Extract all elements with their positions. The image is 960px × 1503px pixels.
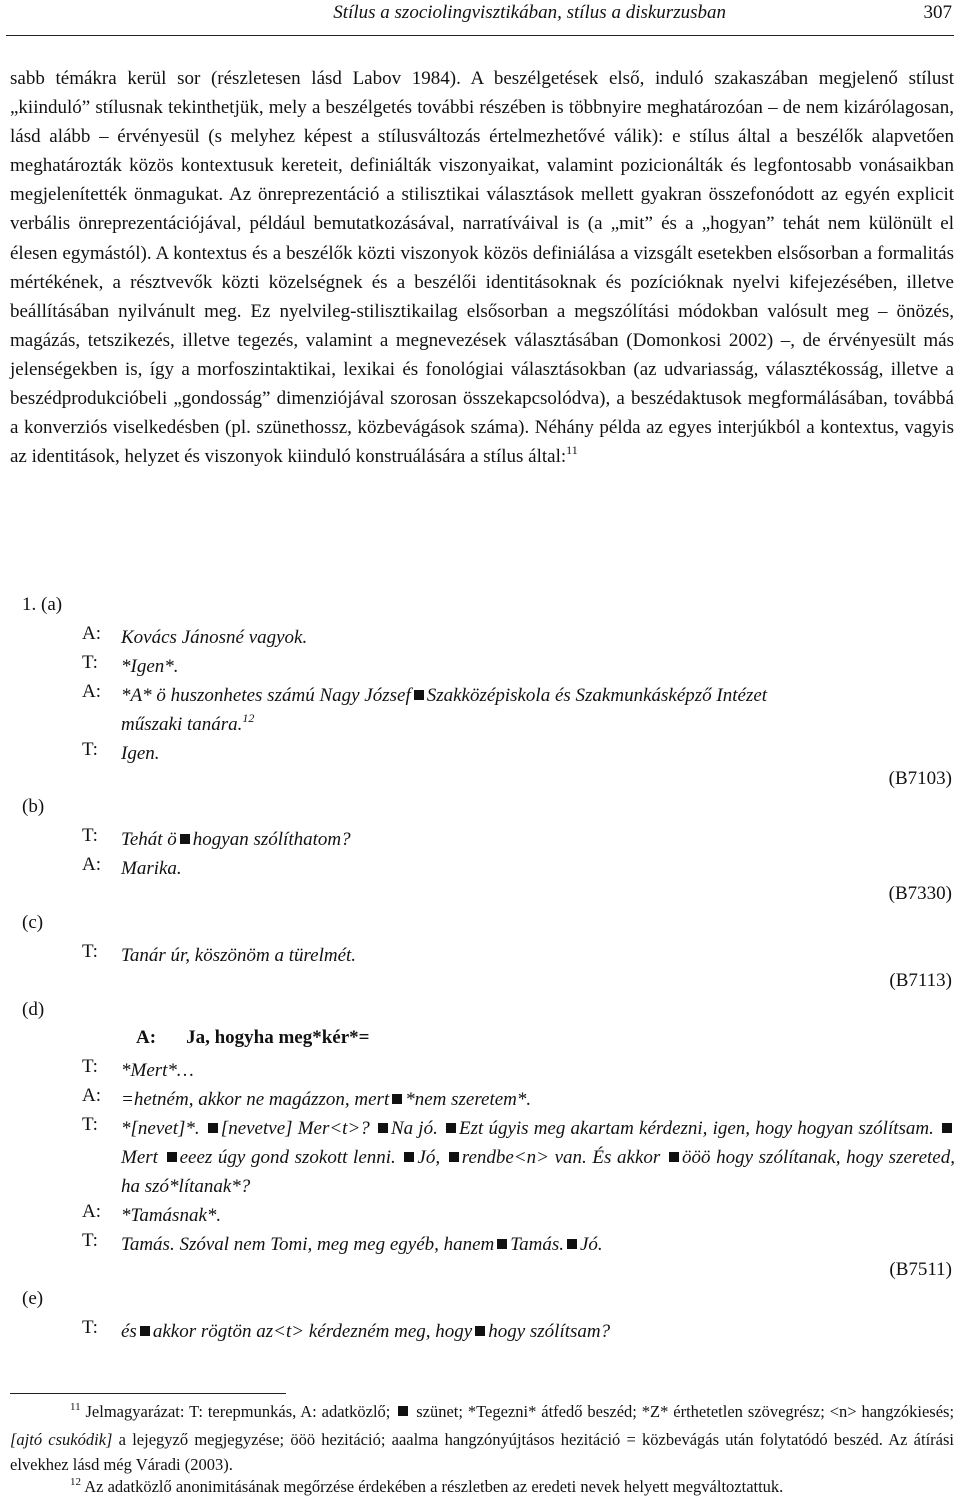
footnote-12: $^{12}$ Az adatközlő anonimitásának megőrzése érdekében a részletben az eredeti nevek helyett megváltoztattuk. bbox=[70, 1476, 784, 1496]
pause-marker bbox=[140, 1326, 150, 1336]
utterance: Tamás. Szóval nem Tomi, meg meg egyéb, hanem Tamás. Jó. bbox=[121, 1234, 603, 1255]
utterance: *[nevet]*. [nevetve] Mer<t>? Na jó. Ezt úgyis meg akartam kérdezni, igen, hogy hogyan szólítsam. Mert eeez úgy gond szokott lenni. Jó, rendbe<n> van. És akkor ööö hogy szólítanak, hogy szereted, ha szó*lítanak*? bbox=[121, 1118, 955, 1198]
interview-code: (B7511) bbox=[889, 1259, 952, 1280]
example-label: (d) bbox=[22, 999, 45, 1020]
footnote-number: 11 bbox=[70, 1401, 81, 1413]
speaker: T: bbox=[82, 941, 98, 962]
body-paragraph bbox=[10, 64, 954, 473]
example-label: (e) bbox=[22, 1288, 44, 1309]
utterance: =hetném, akkor ne magázzon, mert *nem szeretem*. bbox=[121, 1089, 532, 1110]
speaker: T: bbox=[82, 1114, 98, 1135]
pause-marker bbox=[398, 1406, 408, 1416]
pause-marker bbox=[449, 1152, 459, 1162]
paragraph-text: sabb témákra kerül sor (részletesen lásd Labov 1984). A beszélgetések első, induló szakaszában megjelenő stílust „kiinduló” stílusnak tekinthetjük, mely a beszélgetés további részében is többnyire meghatározóan – de nem kizárólagosan, lásd alább – érvényesül (s melyhez képest a stílusváltozás értelmezhetővé válik): e stílus által a beszélők alapvetően meghatározták közös kontextusuk kereteit, definiálták viszonyaikat, valamint pozicionálták és legfontosabb vonásaikban megjelenítették önmagukat. Az önreprezentáció a stilisztikai választások mellett gyakran összefonódott az egyén explicit verbális önreprezentációjával, például bemutatkozásával, narratíváival is (a „mit” és a „hogyan” tehát nem különült el élesen egymástól). A kontextus és a beszélők közti viszonyok közös definiálása a vizsgált esetekben elsősorban a formalitás mértékének, a résztvevők közti közelségnek és a beszélői identitásoknak és pozícióknak nyelvi kifejezésében, illetve beállításában nyilvánult meg. Ez nyelvileg-stilisztikailag elsősorban a megszólítási módokban valósult meg – önözés, magázás, tetszikezés, illetve tegezés, valamint a megnevezések választásában (Domonkosi 2002) –, de érvényesült más jelenségekben is, így a morfoszintaktikai, lexikai és fonológiai választásokban (az udvariasság, választékosság, illetve a beszédprodukcióbeli „gondosság” dimenziójával szorosan összekapcsolódva), a beszédaktusok megformálásában, továbbá a konverziós viselkedésben (pl. szünethossz, közbevágások száma). Néhány példa az egyes interjúkból a kontextus, vagyis az identitások, helyzet és viszonyok kiinduló konstruálására a stílus által: bbox=[10, 68, 954, 468]
bold-utterance: A: Ja, hogyha meg*kér*= bbox=[136, 1027, 370, 1048]
pause-marker bbox=[475, 1326, 485, 1336]
example-label: (b) bbox=[22, 796, 45, 817]
pause-marker bbox=[167, 1152, 177, 1162]
pause-marker bbox=[378, 1123, 388, 1133]
pause-marker bbox=[208, 1123, 218, 1133]
footnote-divider bbox=[10, 1393, 286, 1394]
utterance: *A* ö huszonhetes számú Nagy József Szakközépiskola és Szakmunkásképző Intézet műszaki tanára.$^{12}$ bbox=[121, 685, 768, 736]
pause-marker bbox=[414, 690, 424, 700]
speaker: T: bbox=[82, 652, 98, 673]
speaker: A: bbox=[82, 1201, 101, 1222]
utterance: Tehát ö hogyan szólíthatom? bbox=[121, 829, 351, 850]
pause-marker bbox=[942, 1123, 952, 1133]
utterance: Igen. bbox=[121, 743, 160, 764]
utterance: Tanár úr, köszönöm a türelmét. bbox=[121, 945, 357, 966]
example-label: (c) bbox=[22, 912, 44, 933]
pause-marker bbox=[404, 1152, 414, 1162]
speaker: T: bbox=[82, 739, 98, 760]
pause-marker bbox=[567, 1239, 577, 1249]
speaker: A: bbox=[82, 854, 101, 875]
footnote-ref-12: 12 bbox=[242, 711, 255, 726]
utterance: *Igen*. bbox=[121, 656, 179, 677]
utterance: Marika. bbox=[121, 858, 182, 879]
page-number: 307 bbox=[923, 2, 952, 23]
pause-marker bbox=[497, 1239, 507, 1249]
utterance: *Mert*… bbox=[121, 1060, 194, 1081]
running-header bbox=[6, 0, 954, 36]
utterance: *Tamásnak*. bbox=[121, 1205, 222, 1226]
pause-marker bbox=[392, 1094, 402, 1104]
interview-code: (B7113) bbox=[889, 970, 952, 991]
interview-code: (B7103) bbox=[888, 768, 952, 789]
interview-code: (B7330) bbox=[888, 883, 952, 904]
footnote-number: 12 bbox=[70, 1476, 81, 1488]
speaker: T: bbox=[82, 1317, 98, 1338]
utterance: és akkor rögtön az<t> kérdezném meg, hogy hogy szólítsam? bbox=[121, 1321, 611, 1342]
footnote-ref-11: 11 bbox=[566, 443, 578, 458]
running-title: Stílus a szociolingvisztikában, stílus a diskurzusban bbox=[333, 2, 726, 23]
speaker: A: bbox=[82, 1085, 101, 1106]
speaker: A: bbox=[82, 681, 101, 702]
example-label: 1. (a) bbox=[22, 594, 63, 615]
pause-marker bbox=[180, 834, 190, 844]
speaker: T: bbox=[82, 825, 98, 846]
speaker: A: bbox=[82, 623, 101, 644]
speaker: T: bbox=[82, 1230, 98, 1251]
pause-marker bbox=[446, 1123, 456, 1133]
speaker: T: bbox=[82, 1056, 98, 1077]
footnote-11: $^{11}$ Jelmagyarázat: T: terepmunkás, A: adatközlő; szünet; *Tegezni* átfedő beszéd; *Z* érthetetlen szövegrész; <n> hangzókiesés; [ajtó csukódik] a lejegyző megjegyzése; ööö hezitáció; aaalma hangzónyújtásos hezitáció = közbevágás után folytatódó beszéd. Az átírási elvekhez lásd még Váradi (2003). bbox=[10, 1401, 955, 1474]
utterance: Kovács Jánosné vagyok. bbox=[121, 627, 308, 648]
pause-marker bbox=[669, 1152, 679, 1162]
